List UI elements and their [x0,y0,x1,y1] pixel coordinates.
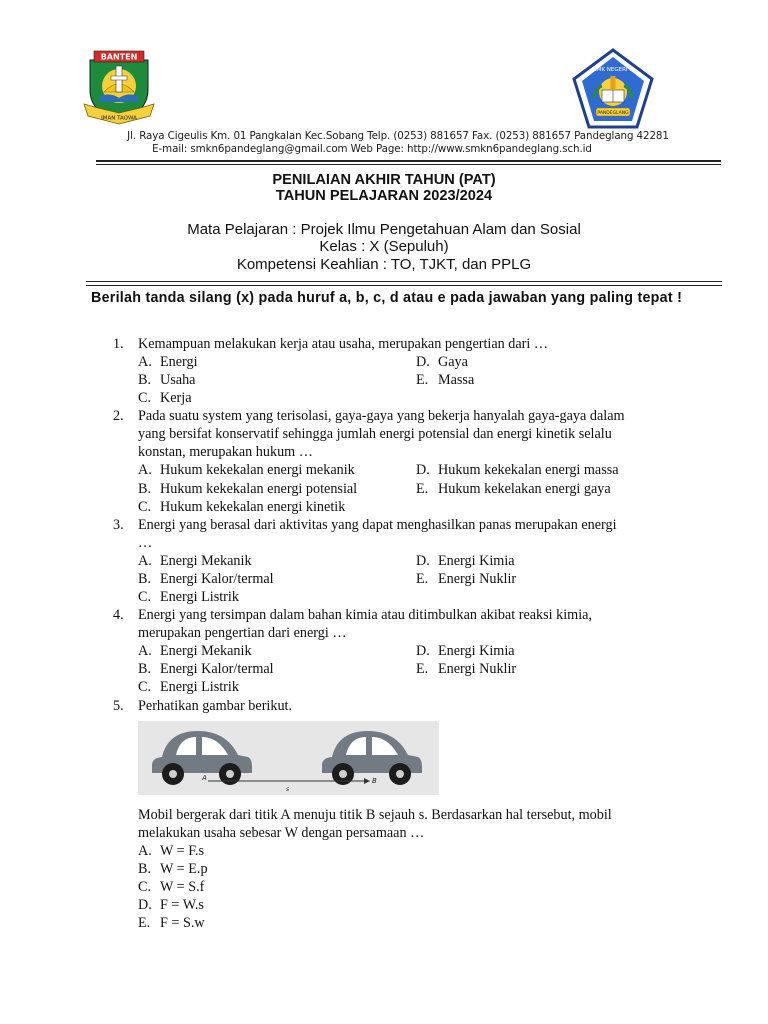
option-c: C. W = S.f [138,879,205,895]
class-line: Kelas : X (Sepuluh) [319,238,449,255]
logo-school-name-text: SMK NEGERI 6 [593,67,633,73]
option-c: C. Energi Listrik [138,589,239,605]
option-c: C. Energi Listrik [138,679,239,695]
option-e: E. Hukum kekelakan energi gaya [416,481,611,497]
option-a: A. Energi Mekanik [138,553,252,569]
school-logo [572,48,654,130]
question-stem: yang bersifat konservatif sehingga jumlah energi potensial dan energi kinetik selalu [138,426,612,442]
option-d: D. Energi Kimia [416,643,515,659]
option-b: B. Usaha [138,372,196,388]
logo-school-city-text: PANDEGLANG [597,111,629,116]
contact-line: E-mail: smkn6pandeglang@gmail.com Web Page: http://www.smkn6pandeglang.sch.id [152,143,592,155]
option-d: D. Gaya [416,354,468,370]
point-a-label: A [202,774,207,782]
question-number: 3. [113,517,124,533]
option-c: C. Hukum kekekalan energi kinetik [138,499,346,515]
question-stem: Perhatikan gambar berikut. [138,698,293,714]
option-e: E. Massa [416,372,475,388]
instruction: Berilah tanda silang (x) pada huruf a, b, c, d atau e pada jawaban yang paling tepat ! [91,290,683,306]
logo-motto-text: IMAN TAQWA [101,115,137,122]
distance-label: s [286,786,290,793]
option-a: A. Energi [138,354,198,370]
question-stem: konstan, merupakan hukum … [138,444,313,460]
letterhead-divider-thin [96,164,721,165]
question-stem: Pada suatu system yang terisolasi, gaya-gaya yang bekerja hanyalah gaya-gaya dalam [138,408,625,424]
option-e: E. F = S.w [138,915,205,931]
logo-banten-text: BANTEN [100,52,138,62]
option-c: C. Kerja [138,390,192,406]
option-b: B. Hukum kekekalan energi potensial [138,481,358,497]
school-year: TAHUN PELAJARAN 2023/2024 [275,188,493,204]
moving-car-figure [138,721,439,795]
option-a: A. W = F.s [138,843,205,859]
question-number: 2. [113,408,124,424]
option-b: B. Energi Kalor/termal [138,571,274,587]
option-d: D. F = W.s [138,897,204,913]
option-a: A. Hukum kekekalan energi mekanik [138,462,355,478]
header-divider-bottom [86,285,722,286]
question-stem: Mobil bergerak dari titik A menuju titik B sejauh s. Berdasarkan hal tersebut, mobil [138,807,612,823]
option-b: B. W = E.p [138,861,208,877]
option-a: A. Energi Mekanik [138,643,252,659]
question-stem: melakukan usaha sebesar W dengan persamaan … [138,825,425,841]
question-stem: Energi yang berasal dari aktivitas yang dapat menghasilkan panas merupakan energi [138,517,617,533]
question-number: 1. [113,336,124,352]
question-stem: … [138,535,153,551]
header-divider-top [86,281,722,282]
competency-line: Kompetensi Keahlian : TO, TJKT, dan PPLG [236,256,532,273]
question-stem: Energi yang tersimpan dalam bahan kimia atau ditimbulkan akibat reaksi kimia, [138,607,592,623]
option-d: D. Hukum kekekalan energi massa [416,462,619,478]
banten-province-logo [80,46,158,126]
letterhead-divider-thick [96,160,721,162]
option-e: E. Energi Nuklir [416,661,517,677]
exam-title: PENILAIAN AKHIR TAHUN (PAT) [272,172,496,188]
option-e: E. Energi Nuklir [416,571,517,587]
question-number: 5. [113,698,124,714]
question-number: 4. [113,607,124,623]
option-b: B. Energi Kalor/termal [138,661,274,677]
question-stem: Kemampuan melakukan kerja atau usaha, merupakan pengertian dari … [138,336,549,352]
subject-line: Mata Pelajaran : Projek Ilmu Pengetahuan Alam dan Sosial [187,221,581,238]
address-line: Jl. Raya Cigeulis Km. 01 Pangkalan Kec.Sobang Telp. (0253) 881657 Fax. (0253) 881657 Pandeglang 42281 [127,130,669,142]
question-stem: merupakan pengertian dari energi … [138,625,347,641]
point-b-label: B [372,777,377,785]
option-d: D. Energi Kimia [416,553,515,569]
